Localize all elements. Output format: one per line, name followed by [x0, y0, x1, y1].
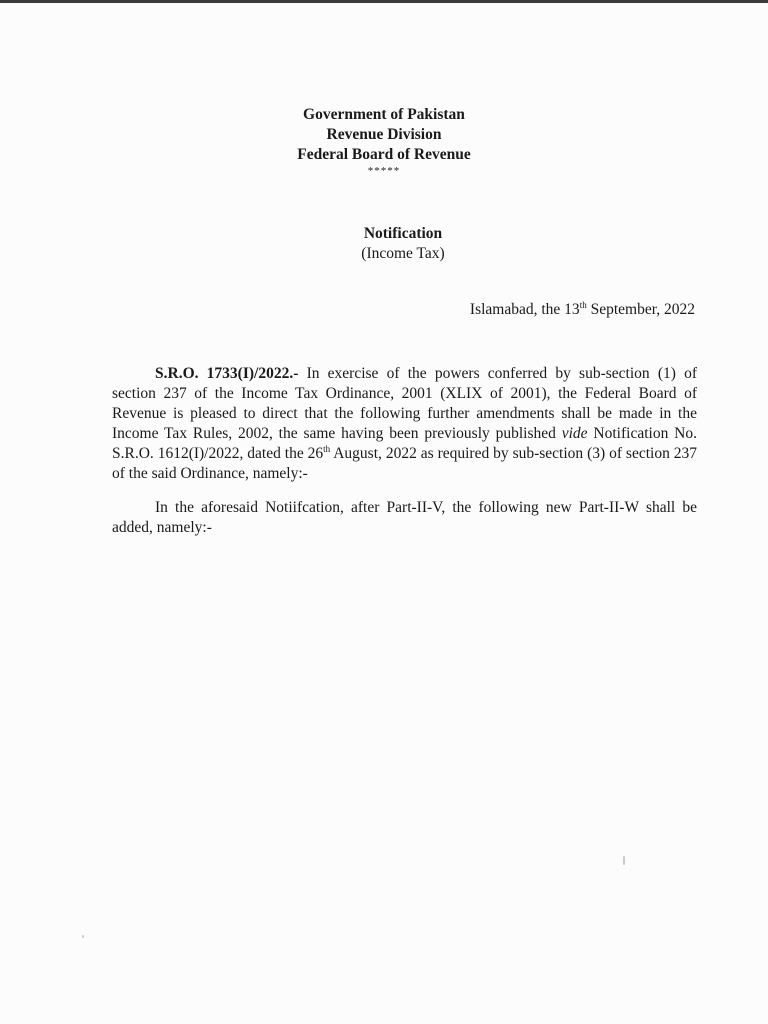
dateline-prefix: Islamabad, the 13	[469, 301, 580, 318]
para1-text3: August, 2022 as required by sub-section (3) of section 237 of the said Ordinance, namely:-	[112, 445, 698, 482]
header-board: Federal Board of Revenue	[297, 146, 471, 163]
para1-text2: Notification No. S.R.O. 1612(I)/2022, dated the 26	[112, 425, 697, 462]
body-paragraph-amendment	[112, 498, 697, 538]
dateline-sup: th	[579, 300, 587, 310]
dateline-suffix: September, 2022	[586, 301, 695, 318]
dateline	[470, 300, 695, 320]
para2-text: In the aforesaid Notiifcation, after Part-II-V, the following new Part-II-W shall be added, namely:-	[112, 499, 697, 536]
para1-vide: vide	[561, 425, 588, 442]
para1-text1: In exercise of the powers conferred by sub-section (1) of section 237 of the Income Tax Ordinance, 2001 (XLIX of 2001), the Federal Board of Revenue is pleased to direct that the following further amendments shall be made in the Income Tax Rules, 2002, the same having been previously published	[112, 365, 697, 442]
header-division: Revenue Division	[326, 126, 442, 143]
para1-sup: th	[323, 444, 331, 454]
header-government: Government of Pakistan	[303, 106, 465, 123]
notification-title: Notification	[363, 225, 443, 242]
letterhead	[0, 105, 768, 177]
notification-subtitle: (Income Tax)	[361, 245, 445, 262]
sro-number: S.R.O. 1733(I)/2022.-	[155, 365, 299, 382]
header-stars: *****	[367, 165, 401, 177]
scan-speck	[82, 935, 84, 938]
body-paragraph-sro	[112, 364, 697, 484]
scan-speck	[623, 856, 625, 865]
notification-heading	[0, 224, 768, 264]
